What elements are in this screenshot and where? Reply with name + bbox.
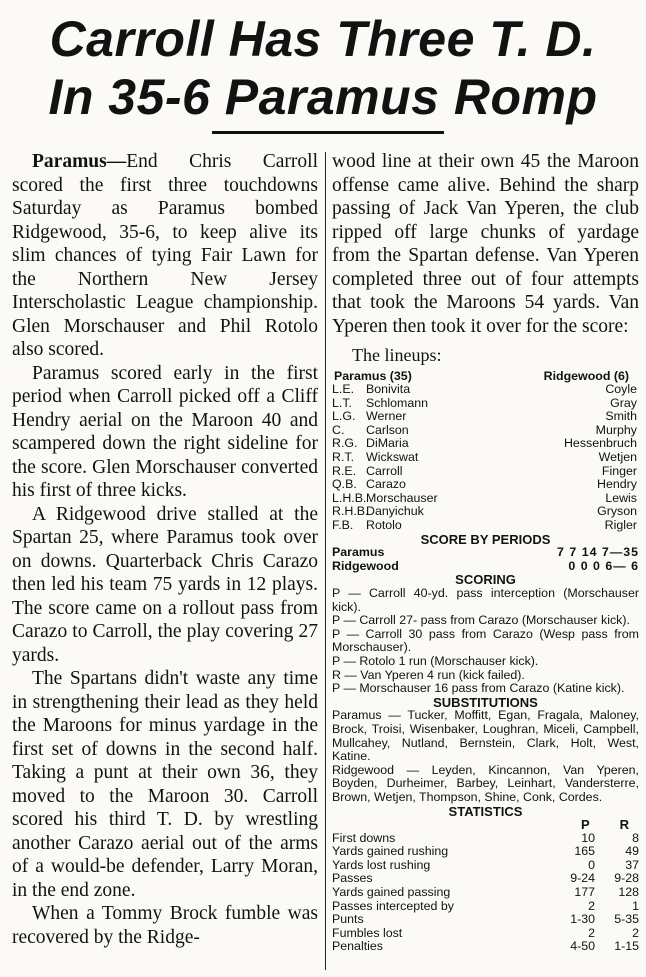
stat-ridgewood: 1-15 xyxy=(614,939,639,954)
stat-ridgewood: 8 xyxy=(632,830,639,845)
lineup-position: L.G. xyxy=(332,409,356,424)
stat-label: Fumbles lost xyxy=(332,925,403,940)
score-team: Ridgewood xyxy=(332,558,399,573)
stat-paramus: 1-30 xyxy=(570,912,595,927)
column-divider xyxy=(325,152,326,970)
lineup-position: F.B. xyxy=(332,518,354,533)
lineup-position: L.H.B. xyxy=(332,490,367,505)
lineup-away-player: Wetjen xyxy=(598,450,637,465)
lineups-table xyxy=(332,370,639,955)
statistics-header xyxy=(332,818,639,832)
lineup-row xyxy=(332,397,639,411)
score-periods: 0 0 0 6— 6 xyxy=(568,558,639,573)
lineup-position: L.T. xyxy=(332,395,352,410)
paragraph-text: End Chris Carroll scored the first three touchdowns Saturday as Paramus bombed Ridgewood, 35-6, to keep alive its slim chances of tying Fair Lawn for the Northern New Jersey Interscholastic League championship. Glen Morschauser and Phil Rotolo also scored. xyxy=(12,151,318,360)
lineup-position: R.H.B. xyxy=(332,504,369,519)
headline-line-2: In 35-6 Paramus Romp xyxy=(48,69,598,125)
stat-paramus: 4-50 xyxy=(570,939,595,954)
lineups-header xyxy=(332,370,639,384)
lineup-home-player: Bonivita xyxy=(366,382,411,397)
stat-paramus: 10 xyxy=(581,830,595,845)
scoring-title: SCORING xyxy=(455,572,516,588)
lineups-title: The lineups: xyxy=(352,345,442,365)
substitutions-title: SUBSTITUTIONS xyxy=(433,694,538,710)
stat-label: Passes intercepted by xyxy=(332,898,454,913)
lineup-away-player: Gray xyxy=(610,395,637,410)
article-paragraph xyxy=(12,150,318,362)
score-team: Paramus xyxy=(332,545,385,560)
stat-paramus: 177 xyxy=(574,885,595,900)
scoring-play: P — Rotolo 1 run (Morschauser kick). xyxy=(332,653,539,668)
lineup-position: C. xyxy=(332,422,345,437)
lineup-position: Q.B. xyxy=(332,477,357,492)
lineups-rows xyxy=(332,383,639,533)
stat-paramus: 2 xyxy=(588,898,595,913)
dateline: Paramus— xyxy=(32,151,127,172)
stat-ridgewood: 5-35 xyxy=(614,912,639,927)
stat-label: Yards gained passing xyxy=(332,885,451,900)
lineup-away-player: Murphy xyxy=(595,422,637,437)
stat-ridgewood: 9-28 xyxy=(614,871,639,886)
stat-row xyxy=(332,900,639,914)
lineup-away-player: Coyle xyxy=(605,382,637,397)
stat-row xyxy=(332,886,639,900)
scoring-list xyxy=(332,587,639,696)
lineup-away-player: Rigler xyxy=(604,518,637,533)
stat-label: Punts xyxy=(332,912,364,927)
away-team-header: Ridgewood (6) xyxy=(543,368,629,383)
statistics-rows xyxy=(332,832,639,954)
lineup-home-player: Danyichuk xyxy=(366,504,424,519)
lineup-away-player: Gryson xyxy=(597,504,637,519)
lineup-home-player: Rotolo xyxy=(366,518,402,533)
lineup-away-player: Smith xyxy=(605,409,637,424)
scoring-play: P — Carroll 27- pass from Carazo (Morschauser kick). xyxy=(332,613,630,628)
lineup-home-player: Wickswat xyxy=(366,450,419,465)
home-team-header: Paramus (35) xyxy=(334,368,412,383)
lineup-row xyxy=(332,424,639,438)
lineup-row xyxy=(332,437,639,451)
lineup-row xyxy=(332,410,639,424)
lineup-row xyxy=(332,451,639,465)
substitutions-paramus: Paramus — Tucker, Moffitt, Egan, Fragala, Maloney, Brock, Troisi, Wisenbaker, Loughran, Miceli, Campbell, Mullcahey, Nutland, Bernstein, Clark, Holt, West, Katine. xyxy=(332,708,639,764)
stat-row xyxy=(332,940,639,954)
stat-label: First downs xyxy=(332,830,396,845)
statistics-title: STATISTICS xyxy=(448,803,523,819)
stat-row xyxy=(332,859,639,873)
stat-ridgewood: 128 xyxy=(618,885,639,900)
lineup-away-player: Lewis xyxy=(605,490,637,505)
stat-row xyxy=(332,927,639,941)
stat-paramus: 2 xyxy=(588,925,595,940)
scoring-play: R — Van Yperen 4 run (kick failed). xyxy=(332,667,525,682)
scoring-play: P — Morschauser 16 pass from Carazo (Katine kick). xyxy=(332,681,625,696)
lineup-row xyxy=(332,519,639,533)
lineup-row xyxy=(332,478,639,492)
lineup-row xyxy=(332,505,639,519)
stat-row xyxy=(332,872,639,886)
lineup-home-player: Carroll xyxy=(366,463,403,478)
stat-ridgewood: 1 xyxy=(632,898,639,913)
stat-label: Passes xyxy=(332,871,373,886)
lineup-row xyxy=(332,383,639,397)
stat-label: Yards lost rushing xyxy=(332,857,431,872)
lineup-home-player: DiMaria xyxy=(366,436,409,451)
article-paragraph: A Ridgewood drive stalled at the Spartan 25, where Paramus took over on downs. Quarterback Chris Carazo then led his team 75 yards in 12 plays. The score came on a rollout pass from Carazo to Carroll, the play covering 27 yards. xyxy=(12,503,318,666)
lineup-position: L.E. xyxy=(332,382,355,397)
stat-col-p: P xyxy=(580,817,590,833)
article-left-column xyxy=(12,150,318,949)
article-paragraph: When a Tommy Brock fumble was recovered by the Ridge- xyxy=(12,903,318,948)
lineup-away-player: Hendry xyxy=(597,477,637,492)
stat-row xyxy=(332,845,639,859)
lineup-away-player: Hessenbruch xyxy=(563,436,637,451)
lineup-row xyxy=(332,465,639,479)
stat-col-r: R xyxy=(619,817,629,833)
score-by-periods-title: SCORE BY PERIODS xyxy=(420,531,551,547)
article-paragraph: Paramus scored early in the first period when Carroll picked off a Cliff Hendry aerial on the Maroon 40 and scampered down the right sideline for the score. Glen Morschauser converted his first of three kicks. xyxy=(12,362,318,501)
stat-paramus: 9-24 xyxy=(570,871,595,886)
score-by-periods-rows xyxy=(332,546,639,573)
scoring-play: P — Carroll 30 pass from Carazo (Wesp pass from Morschauser). xyxy=(332,626,639,655)
lineup-home-player: Morschauser xyxy=(366,490,438,505)
lineup-position: R.E. xyxy=(332,463,357,478)
lineup-home-player: Carazo xyxy=(366,477,406,492)
stat-ridgewood: 2 xyxy=(632,925,639,940)
lineup-position: R.G. xyxy=(332,436,358,451)
stat-label: Yards gained rushing xyxy=(332,844,449,859)
score-periods: 7 7 14 7—35 xyxy=(557,545,639,560)
article-right-column xyxy=(332,150,639,954)
score-row xyxy=(332,546,639,560)
score-row xyxy=(332,560,639,574)
stat-ridgewood: 49 xyxy=(625,844,639,859)
scoring-play: P — Carroll 40-yd. pass interception (Morschauser kick). xyxy=(332,586,639,614)
article-paragraph: The Spartans didn't waste any time in strengthening their lead as they held the Maroons for minus yardage in the first set of downs in the second half. Taking a punt at their own 36, they moved to the Maroon 30. Carroll scored his third T. D. by wrestling another Carazo aerial out of the arms of a would-be defender, Larry Moran, in the end zone. xyxy=(12,668,318,901)
stat-label: Penalties xyxy=(332,939,383,954)
headline-divider xyxy=(212,131,444,134)
headline-line-1: Carroll Has Three T. D. xyxy=(49,11,597,67)
lineup-home-player: Carlson xyxy=(366,422,409,437)
article-paragraph-continued: wood line at their own 45 the Maroon offense came alive. Behind the sharp passing of Jack Van Yperen, the club ripped off large chunks of yardage from the Spartan defense. Van Yperen completed three out of four attempts that took the Maroons 54 yards. Van Yperen then took it over for the score: xyxy=(332,151,639,337)
stat-ridgewood: 37 xyxy=(625,857,639,872)
stat-row xyxy=(332,913,639,927)
stat-paramus: 0 xyxy=(588,857,595,872)
substitutions-ridgewood: Ridgewood — Leyden, Kincannon, Van Yperen, Boyden, Durheimer, Barbey, Leinhart, Vandersterre, Brown, Wetjen, Thompson, Shine, Conk, Cordes. xyxy=(332,762,639,804)
lineup-home-player: Schlomann xyxy=(366,395,428,410)
lineup-away-player: Finger xyxy=(601,463,637,478)
lineup-home-player: Werner xyxy=(366,409,407,424)
lineup-position: R.T. xyxy=(332,450,355,465)
stat-row xyxy=(332,832,639,846)
lineup-row xyxy=(332,492,639,506)
stat-paramus: 165 xyxy=(574,844,595,859)
